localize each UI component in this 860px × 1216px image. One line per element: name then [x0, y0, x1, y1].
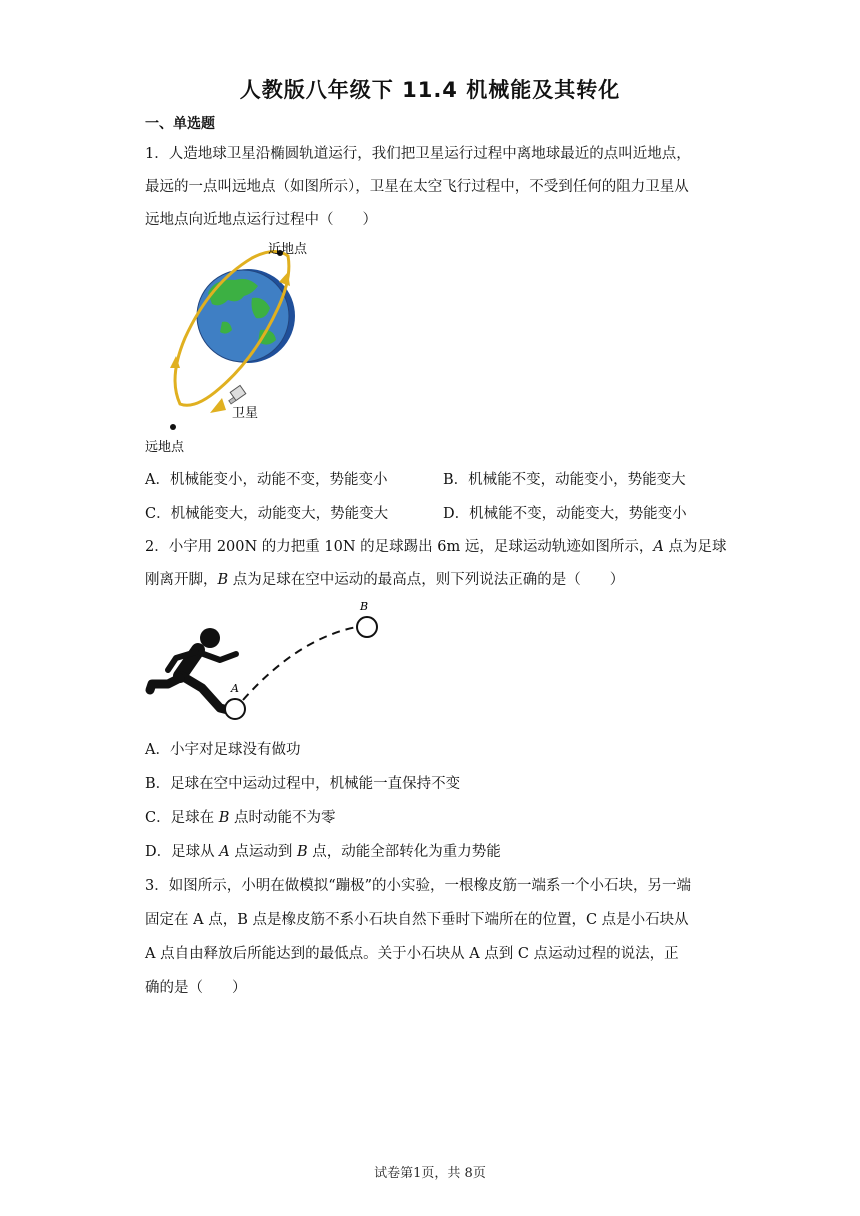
runner-icon: [150, 628, 236, 710]
q1-options-row-2: [145, 502, 725, 523]
satellite-orbit-figure: [140, 238, 330, 458]
trajectory-path: [243, 626, 362, 700]
q1-option-d[interactable]: D．机械能不变，动能变大，势能变小: [443, 506, 687, 522]
apogee-label: 远地点: [145, 440, 185, 455]
section-heading: 一、单选题: [145, 116, 215, 132]
q1-option-a[interactable]: A．机械能变小，动能不变，势能变小: [145, 472, 388, 488]
q1-line-3: 远地点向近地点运行过程中（ ）: [145, 212, 377, 228]
apogee-point: [170, 424, 176, 430]
q2-line-1: 2．小宇用 200N 的力把重 10N 的足球踢出 6m 远，足球运动轨迹如图所示，A 点为足球: [145, 539, 727, 555]
q2-option-a[interactable]: A．小宇对足球没有做功: [145, 742, 301, 758]
point-b-label: B: [360, 600, 369, 613]
satellite-label: 卫星: [232, 406, 259, 421]
q2-option-d[interactable]: D．足球从 A 点运动到 B 点，动能全部转化为重力势能: [145, 844, 501, 860]
orbit-arrow-icon: [210, 398, 226, 413]
satellite-icon: [229, 385, 246, 404]
point-a-label: A: [231, 682, 239, 695]
kick-trajectory-figure: [140, 596, 390, 726]
ball-a: [225, 699, 245, 719]
q1-option-b[interactable]: B．机械能不变，动能变小，势能变大: [443, 472, 686, 488]
q1-line-1: 1．人造地球卫星沿椭圆轨道运行，我们把卫星运行过程中离地球最近的点叫近地点，: [145, 146, 691, 162]
q2-option-c[interactable]: C．足球在 B 点时动能不为零: [145, 810, 336, 826]
q1-line-2: 最远的一点叫远地点（如图所示），卫星在太空飞行过程中，不受到任何的阻力卫星从: [145, 179, 689, 195]
ball-b: [357, 617, 377, 637]
perigee-label: 近地点: [268, 242, 308, 257]
q3-line-1: 3．如图所示，小明在做模拟“蹦极”的小实验，一根橡皮筋一端系一个小石块，另一端: [145, 878, 692, 894]
q3-line-3: A 点自由释放后所能达到的最低点。关于小石块从 A 点到 C 点运动过程的说法，正: [145, 946, 679, 962]
q1-options-row-1: [145, 468, 725, 489]
page-footer: 试卷第1页，共 8页: [374, 1166, 486, 1181]
q2-line-2: 刚离开脚，B 点为足球在空中运动的最高点，则下列说法正确的是（ ）: [145, 572, 625, 588]
page-title: 人教版八年级下 11.4 机械能及其转化: [239, 78, 621, 102]
q3-line-4: 确的是（ ）: [145, 980, 247, 996]
q3-line-2: 固定在 A 点，B 点是橡皮筋不系小石块自然下垂时下端所在的位置，C 点是小石块从: [145, 912, 689, 928]
q1-option-c[interactable]: C．机械能变大，动能变大，势能变大: [145, 506, 389, 522]
q2-option-b[interactable]: B．足球在空中运动过程中，机械能一直保持不变: [145, 776, 461, 792]
